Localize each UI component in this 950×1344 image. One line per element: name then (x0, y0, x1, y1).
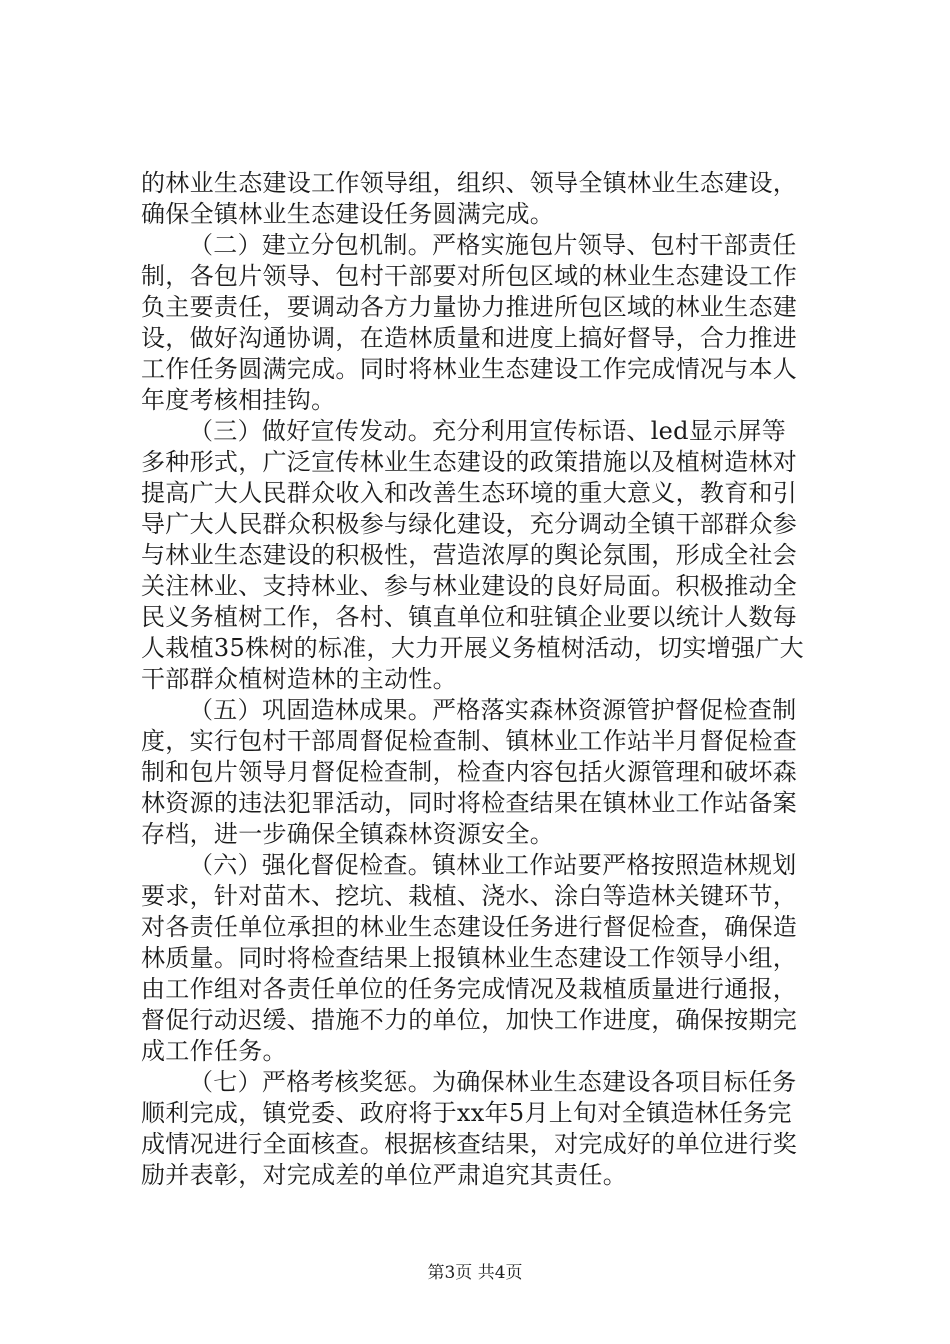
paragraph-start-line: （三）做好宣传发动。充分利用宣传标语、led显示屏等 (189, 417, 787, 445)
text-line: 的林业生态建设工作领导组，组织、领导全镇林业生态建设， (141, 169, 798, 197)
text-line: 由工作组对各责任单位的任务完成情况及栽植质量进行通报， (141, 975, 798, 1003)
text-line: 要求，针对苗木、挖坑、栽植、浇水、涂白等造林关键环节， (141, 882, 798, 910)
text-line: 年度考核相挂钩。 (141, 386, 336, 414)
text-line: 成工作任务。 (141, 1037, 287, 1065)
text-line: 关注林业、支持林业、参与林业建设的良好局面。积极推动全 (141, 572, 798, 600)
text-line: 民义务植树工作，各村、镇直单位和驻镇企业要以统计人数每 (141, 603, 798, 631)
text-line: 存档，进一步确保全镇森林资源安全。 (141, 820, 555, 848)
text-line: 多种形式，广泛宣传林业生态建设的政策措施以及植树造林对 (141, 448, 798, 476)
text-line: 干部群众植树造林的主动性。 (141, 665, 457, 693)
paragraph-start-line: （二）建立分包机制。严格实施包片领导、包村干部责任 (189, 231, 797, 259)
text-line: 制和包片领导月督促检查制，检查内容包括火源管理和破坏森 (141, 758, 798, 786)
page-number-footer: 第3页 共4页 (427, 1263, 523, 1283)
text-line: 制，各包片领导、包村干部要对所包区域的林业生态建设工作 (141, 262, 798, 290)
text-line: 导广大人民群众积极参与绿化建设，充分调动全镇干部群众参 (141, 510, 798, 538)
text-line: 林质量。同时将检查结果上报镇林业生态建设工作领导小组， (141, 944, 798, 972)
text-line: 与林业生态建设的积极性，营造浓厚的舆论氛围，形成全社会 (141, 541, 798, 569)
text-line: 林资源的违法犯罪活动，同时将检查结果在镇林业工作站备案 (141, 789, 798, 817)
text-line: 度，实行包村干部周督促检查制、镇林业工作站半月督促检查 (141, 727, 798, 755)
text-line: 设，做好沟通协调，在造林质量和进度上搞好督导，合力推进 (141, 324, 798, 352)
paragraph-start-line: （七）严格考核奖惩。为确保林业生态建设各项目标任务 (189, 1068, 797, 1096)
text-line: 负主要责任，要调动各方力量协力推进所包区域的林业生态建 (141, 293, 798, 321)
text-line: 励并表彰，对完成差的单位严肃追究其责任。 (141, 1161, 627, 1189)
text-line: 成情况进行全面核查。根据核查结果，对完成好的单位进行奖 (141, 1130, 798, 1158)
text-line: 提高广大人民群众收入和改善生态环境的重大意义，教育和引 (141, 479, 798, 507)
text-line: 人栽植35株树的标准，大力开展义务植树活动，切实增强广大 (141, 634, 804, 662)
text-line: 对各责任单位承担的林业生态建设任务进行督促检查，确保造 (141, 913, 798, 941)
document-body (141, 168, 831, 1191)
paragraph-start-line: （六）强化督促检查。镇林业工作站要严格按照造林规划 (189, 851, 797, 879)
paragraph-start-line: （五）巩固造林成果。严格落实森林资源管护督促检查制 (189, 696, 797, 724)
text-line: 工作任务圆满完成。同时将林业生态建设工作完成情况与本人 (141, 355, 798, 383)
text-line: 顺利完成，镇党委、政府将于xx年5月上旬对全镇造林任务完 (141, 1099, 792, 1127)
text-line: 督促行动迟缓、措施不力的单位，加快工作进度，确保按期完 (141, 1006, 798, 1034)
text-line: 确保全镇林业生态建设任务圆满完成。 (141, 200, 555, 228)
